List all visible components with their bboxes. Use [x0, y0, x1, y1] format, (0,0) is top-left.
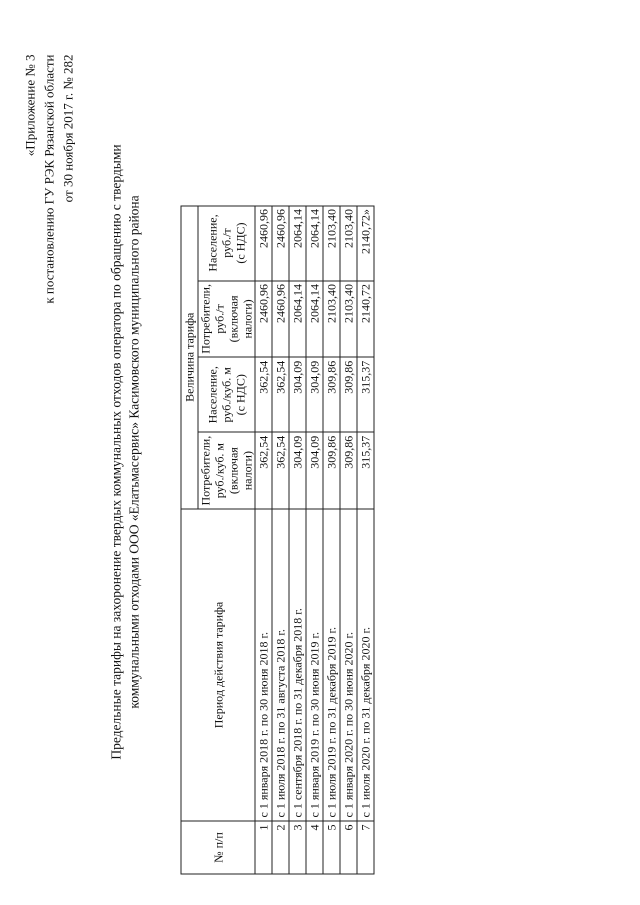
population-m3-value: 309,86 — [323, 357, 340, 432]
population-m3-value: 362,54 — [272, 357, 289, 432]
consumers-m3-value: 309,86 — [323, 432, 340, 509]
header-text: (включая — [226, 447, 241, 495]
header-text: Потребители, — [198, 284, 213, 354]
header-text: (включая — [226, 295, 241, 343]
header-text: налоги) — [240, 299, 255, 339]
table-row — [357, 206, 374, 874]
consumers-m3-value: 304,09 — [306, 432, 323, 509]
table-header-row — [181, 206, 198, 874]
tariff-table — [181, 205, 375, 874]
consumers-m3-value: 309,86 — [340, 432, 357, 509]
header-text: руб./т — [219, 228, 234, 258]
header-text: налоги) — [240, 451, 255, 491]
header-text: руб./куб. м — [212, 442, 227, 499]
table-row — [272, 206, 289, 874]
header-population-m3 — [198, 357, 255, 432]
header-text: (с НДС) — [233, 222, 248, 264]
row-period: с 1 июля 2020 г. по 31 декабря 2020 г. — [357, 509, 374, 821]
row-period: с 1 июля 2019 г. по 31 декабря 2019 г. — [323, 509, 340, 821]
document-title — [108, 0, 144, 905]
row-number: 6 — [340, 821, 357, 874]
row-number: 4 — [306, 821, 323, 874]
header-no: № п/п — [181, 821, 255, 874]
consumers-m3-value: 304,09 — [289, 432, 306, 509]
population-t-value: 2103,40 — [340, 206, 357, 281]
consumers-t-value: 2064,14 — [306, 281, 323, 358]
population-m3-value: 304,09 — [306, 357, 323, 432]
consumers-t-value: 2064,14 — [289, 281, 306, 358]
header-text: руб./куб. м — [219, 367, 234, 423]
table-row — [255, 206, 272, 874]
header-period: Период действия тарифа — [181, 509, 255, 821]
table-row — [340, 206, 357, 874]
header-text: Население, — [205, 366, 220, 424]
row-period: с 1 июля 2018 г. по 31 августа 2018 г. — [272, 509, 289, 821]
appendix-line-1: «Приложение № 3 — [22, 54, 38, 157]
population-t-value: 2460,96 — [255, 206, 272, 281]
consumers-m3-value: 362,54 — [255, 432, 272, 509]
header-tariff-value: Величина тарифа — [181, 206, 198, 509]
population-m3-value: 315,37 — [357, 357, 374, 432]
appendix-line-3: от 30 ноября 2017 г. № 282 — [60, 54, 76, 203]
header-population-t — [198, 206, 255, 281]
header-text: Потребители, — [198, 435, 213, 506]
row-number: 2 — [272, 821, 289, 874]
row-number: 7 — [357, 821, 374, 874]
row-number: 1 — [255, 821, 272, 874]
row-period: с 1 января 2018 г. по 30 июня 2018 г. — [255, 509, 272, 821]
population-t-value: 2064,14 — [289, 206, 306, 281]
population-t-value: 2140,72» — [357, 206, 374, 281]
population-t-value: 2103,40 — [323, 206, 340, 281]
consumers-t-value: 2460,96 — [255, 281, 272, 358]
header-text: руб./т — [212, 304, 227, 334]
row-period: с 1 сентября 2018 г. по 31 декабря 2018 г. — [289, 509, 306, 821]
row-period: с 1 января 2019 г. по 30 июня 2019 г. — [306, 509, 323, 821]
row-period: с 1 января 2020 г. по 30 июня 2020 г. — [340, 509, 357, 821]
consumers-t-value: 2460,96 — [272, 281, 289, 358]
header-text: (с НДС) — [233, 374, 248, 416]
population-t-value: 2460,96 — [272, 206, 289, 281]
population-m3-value: 362,54 — [255, 357, 272, 432]
consumers-m3-value: 362,54 — [272, 432, 289, 509]
consumers-m3-value: 315,37 — [357, 432, 374, 509]
population-m3-value: 309,86 — [340, 357, 357, 432]
document-sheet — [1, 0, 640, 905]
population-t-value: 2064,14 — [306, 206, 323, 281]
consumers-t-value: 2140,72 — [357, 281, 374, 358]
title-line-2: коммунальными отходами ООО «Елатьмасервис» Касимовского муниципального района — [126, 195, 142, 709]
header-consumers-t — [198, 281, 255, 358]
consumers-t-value: 2103,40 — [323, 281, 340, 358]
consumers-t-value: 2103,40 — [340, 281, 357, 358]
header-text: Население, — [205, 214, 220, 272]
header-consumers-m3 — [198, 432, 255, 509]
table-row — [289, 206, 306, 874]
row-number: 5 — [323, 821, 340, 874]
appendix-line-2: к постановлению ГУ РЭК Рязанской области — [41, 54, 57, 304]
table-row — [323, 206, 340, 874]
title-line-1: Предельные тарифы на захоронение твердых коммунальных отходов оператора по обращению с твердыми — [108, 144, 124, 760]
row-number: 3 — [289, 821, 306, 874]
appendix-header — [21, 55, 78, 304]
table-row — [306, 206, 323, 874]
population-m3-value: 304,09 — [289, 357, 306, 432]
